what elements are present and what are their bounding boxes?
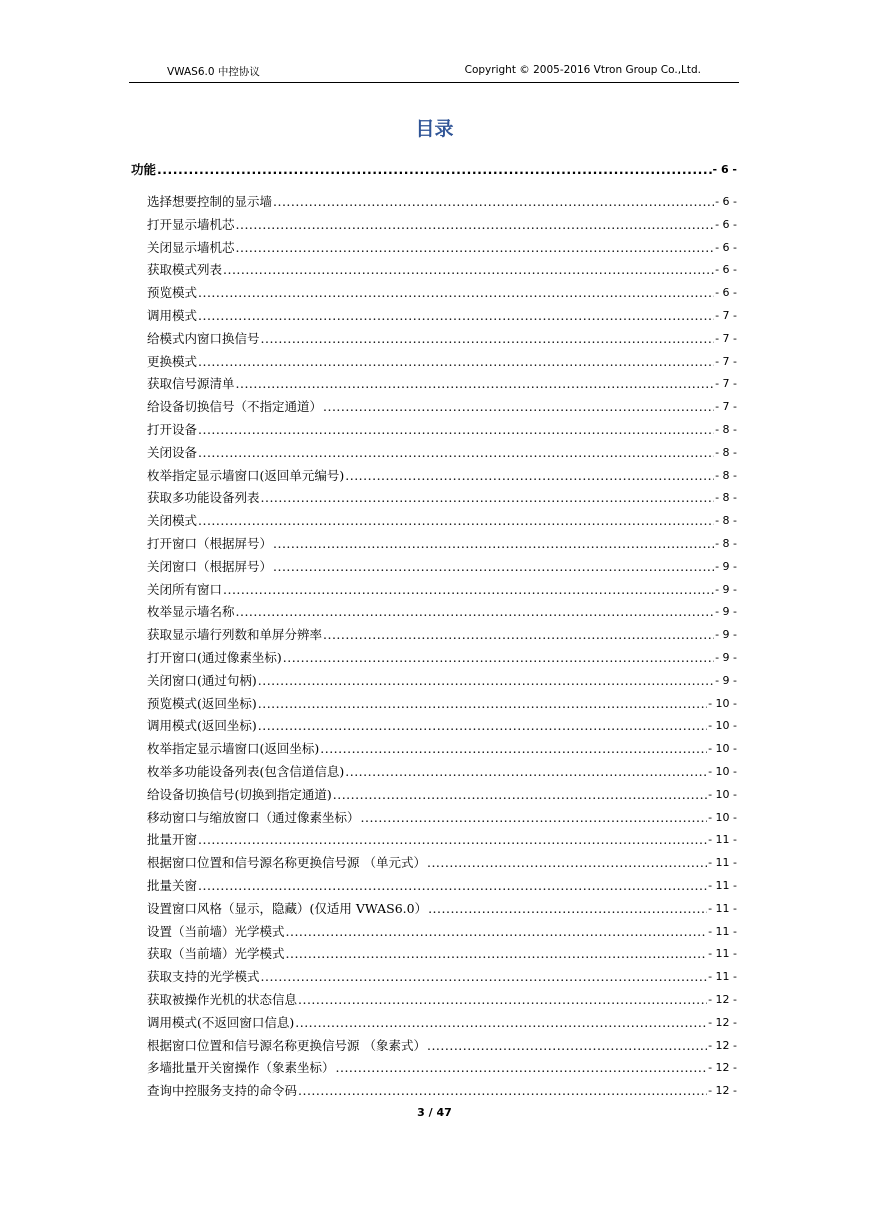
toc-entry-label: 获取（当前墙）光学模式 — [147, 946, 285, 962]
toc-entry[interactable] — [147, 444, 737, 462]
toc-entry-page: - 10 - — [708, 742, 737, 756]
toc-entry-page: - 8 - — [715, 514, 737, 528]
toc-entry-label: 枚举指定显示墙窗口(返回单元编号) — [147, 467, 345, 483]
toc-entry[interactable] — [147, 717, 737, 735]
header-copyright: Copyright © 2005-2016 Vtron Group Co.,Ltd. — [464, 64, 701, 76]
toc-entry[interactable] — [147, 239, 737, 257]
toc-entry-page: - 7 - — [715, 400, 737, 414]
toc-section-entry[interactable] — [131, 161, 737, 179]
toc-entry-label: 给设备切换信号(切换到指定通道) — [147, 786, 332, 802]
toc-entry-page: - 7 - — [715, 331, 737, 345]
toc-entry-page: - 6 - — [715, 195, 737, 208]
dot-leader — [236, 239, 715, 257]
toc-entry-page: - 12 - — [708, 1015, 737, 1029]
toc-entry-page: - 11 - — [708, 924, 737, 938]
toc-entry[interactable] — [147, 991, 737, 1009]
toc-entry-page: - 8 - — [715, 423, 737, 436]
toc-entry[interactable] — [147, 398, 737, 416]
toc-entry-page: - 12 - — [708, 993, 737, 1006]
toc-entry[interactable] — [147, 581, 737, 599]
toc-title: 目录 — [415, 118, 454, 140]
dot-leader — [298, 1082, 707, 1100]
toc-entry-page: - 9 - — [715, 651, 737, 664]
toc-entry[interactable] — [147, 421, 737, 439]
toc-entry-page: - 9 - — [715, 559, 737, 573]
toc-entry[interactable] — [147, 672, 737, 690]
toc-entry-label: 批量开窗 — [147, 832, 198, 848]
dot-leader — [323, 398, 714, 416]
dot-leader — [157, 161, 712, 179]
toc-entry[interactable] — [147, 307, 737, 325]
toc-entry-page: - 6 - — [715, 286, 737, 300]
page-header — [129, 62, 739, 83]
toc-entry[interactable] — [147, 467, 737, 485]
toc-entry-page: - 10 - — [708, 765, 737, 778]
toc-entry[interactable] — [147, 261, 737, 279]
toc-entry-label: 设置窗口风格（显示，隐藏）(仅适用 VWAS6.0） — [147, 900, 428, 916]
toc-section-page: - 6 - — [712, 163, 737, 176]
toc-entry-label: 打开显示墙机芯 — [147, 216, 235, 232]
toc-entry-page: - 12 - — [708, 1061, 737, 1075]
toc-entry[interactable] — [147, 216, 737, 234]
toc-entry[interactable] — [147, 375, 737, 393]
toc-entry-label: 关闭设备 — [147, 444, 198, 460]
toc-entry-label: 查询中控服务支持的命令码 — [147, 1083, 298, 1099]
toc-entry-page: - 10 - — [708, 719, 737, 733]
toc-entry[interactable] — [147, 512, 737, 530]
toc-entry-page: - 12 - — [708, 1084, 737, 1098]
dot-leader — [286, 945, 708, 963]
toc-entry[interactable] — [147, 535, 737, 553]
toc-entry-page: - 6 - — [715, 217, 737, 231]
toc-entry-page: - 10 - — [708, 810, 737, 824]
toc-entry-page: - 6 - — [715, 240, 737, 254]
dot-leader — [198, 831, 707, 849]
toc-entry[interactable] — [147, 945, 737, 963]
dot-leader — [223, 261, 714, 279]
dot-leader — [258, 672, 714, 690]
dot-leader — [345, 467, 714, 485]
toc-entry[interactable] — [147, 831, 737, 849]
toc-entry[interactable] — [147, 786, 737, 804]
toc-entry-label: 更换模式 — [147, 353, 198, 369]
toc-entry-page: - 10 - — [708, 787, 737, 801]
toc-entry-page: - 9 - — [715, 628, 737, 642]
toc-entry-label: 获取模式列表 — [147, 262, 223, 278]
toc-entry-page: - 9 - — [715, 582, 737, 596]
toc-entry[interactable] — [147, 1037, 737, 1055]
toc-entry-label: 预览模式(返回坐标) — [147, 695, 257, 711]
dot-leader — [320, 740, 707, 758]
toc-entry-page: - 12 - — [708, 1038, 737, 1052]
dot-leader — [283, 649, 714, 667]
dot-leader — [428, 900, 707, 918]
dot-leader — [361, 809, 708, 827]
toc-entry[interactable] — [147, 740, 737, 758]
toc-entry-label: 调用模式 — [147, 308, 198, 323]
dot-leader — [333, 786, 707, 804]
toc-entry-label: 预览模式 — [147, 285, 198, 301]
toc-entry-page: - 10 - — [708, 696, 737, 710]
toc-entry-label: 关闭窗口（根据屏号） — [147, 558, 273, 574]
toc-entry[interactable] — [147, 1059, 737, 1077]
page-number: 3 / 47 — [417, 1106, 452, 1119]
dot-leader — [261, 489, 715, 507]
dot-leader — [198, 877, 707, 895]
dot-leader — [198, 307, 714, 325]
toc-entry-label: 关闭显示墙机芯 — [147, 239, 235, 255]
toc-entry-page: - 11 - — [708, 833, 737, 847]
toc-entry[interactable] — [147, 968, 737, 986]
dot-leader — [261, 330, 715, 348]
toc-entry[interactable] — [147, 489, 737, 507]
toc-entry-page: - 8 - — [715, 537, 737, 550]
toc-entry[interactable] — [147, 193, 737, 211]
toc-entry[interactable] — [147, 558, 737, 576]
dot-leader — [236, 216, 715, 234]
toc-entry-page: - 8 - — [715, 445, 737, 459]
toc-entry[interactable] — [147, 649, 737, 667]
toc-entry-label: 获取多功能设备列表 — [147, 490, 260, 506]
toc-entry[interactable] — [147, 854, 737, 872]
dot-leader — [427, 854, 707, 872]
dot-leader — [198, 512, 714, 530]
toc-entry-page: - 8 - — [715, 468, 737, 482]
toc-entry-label: 枚举指定显示墙窗口(返回坐标) — [147, 741, 320, 757]
toc-entry-page: - 11 - — [708, 879, 737, 892]
toc-entry-label: 根据窗口位置和信号源名称更换信号源 （象素式） — [147, 1037, 426, 1053]
toc-entry[interactable] — [147, 353, 737, 371]
toc-entry[interactable] — [147, 900, 737, 918]
toc-entry-label: 获取信号源清单 — [147, 376, 235, 392]
toc-entry-label: 关闭窗口(通过句柄) — [147, 672, 257, 688]
toc-entry[interactable] — [147, 626, 737, 644]
toc-entry[interactable] — [147, 284, 737, 302]
dot-leader — [258, 717, 707, 735]
toc-entry-label: 调用模式(返回坐标) — [147, 718, 257, 734]
toc-entry-label: 关闭模式 — [147, 513, 198, 529]
toc-entry-label: 打开窗口（根据屏号） — [147, 536, 273, 551]
toc-entry[interactable] — [147, 763, 737, 781]
dot-leader — [286, 923, 708, 941]
dot-leader — [295, 1014, 707, 1032]
toc-entry-label: 打开设备 — [147, 422, 198, 437]
dot-leader — [223, 581, 714, 599]
toc-entry-page: - 7 - — [715, 354, 737, 368]
toc-entry-page: - 7 - — [715, 309, 737, 322]
toc-entry-label: 批量关窗 — [147, 878, 198, 893]
dot-leader — [336, 1059, 708, 1077]
toc-entry[interactable] — [147, 809, 737, 827]
toc-entry-label: 调用模式(不返回窗口信息) — [147, 1014, 295, 1030]
toc-entry-page: - 11 - — [708, 901, 737, 915]
dot-leader — [345, 763, 707, 781]
toc-entry-page: - 8 - — [715, 491, 737, 505]
toc-entry-label: 选择想要控制的显示墙 — [147, 194, 273, 209]
toc-entry-label: 关闭所有窗口 — [147, 581, 223, 597]
toc-entry[interactable] — [147, 923, 737, 941]
toc-entry-label: 给模式内窗口换信号 — [147, 330, 260, 346]
dot-leader — [198, 284, 714, 302]
toc-entry-page: - 6 - — [715, 263, 737, 277]
dot-leader — [273, 535, 714, 553]
dot-leader — [236, 603, 715, 621]
toc-entry-page: - 11 - — [708, 970, 737, 984]
dot-leader — [236, 375, 715, 393]
toc-entry-label: 根据窗口位置和信号源名称更换信号源 （单元式） — [147, 855, 426, 871]
toc-entry[interactable] — [147, 1082, 737, 1100]
toc-entry[interactable] — [147, 877, 737, 895]
toc-entry-page: - 11 - — [708, 856, 737, 870]
dot-leader — [298, 991, 707, 1009]
toc-entry-label: 给设备切换信号（不指定通道） — [147, 399, 323, 415]
toc-entry[interactable] — [147, 695, 737, 713]
dot-leader — [261, 968, 708, 986]
toc-entry-page: - 11 - — [708, 947, 737, 961]
toc-entry-label: 设置（当前墙）光学模式 — [147, 923, 285, 939]
toc-entry-label: 移动窗口与缩放窗口（通过像素坐标） — [147, 809, 360, 825]
dot-leader — [258, 695, 707, 713]
toc-entry-label: 获取被操作光机的状态信息 — [147, 992, 298, 1007]
toc-entry-page: - 7 - — [715, 377, 737, 391]
toc-entry[interactable] — [147, 330, 737, 348]
dot-leader — [198, 353, 714, 371]
toc-entry-label: 获取显示墙行列数和单屏分辨率 — [147, 627, 323, 643]
toc-entry-label: 枚举显示墙名称 — [147, 604, 235, 620]
dot-leader — [427, 1037, 707, 1055]
dot-leader — [198, 421, 714, 439]
dot-leader — [273, 558, 714, 576]
toc-entry-label: 获取支持的光学模式 — [147, 969, 260, 985]
toc-section-label: 功能 — [131, 162, 157, 177]
toc-entry-label: 枚举多功能设备列表(包含信道信息) — [147, 764, 345, 779]
toc-entry-page: - 9 - — [715, 605, 737, 619]
dot-leader — [198, 444, 714, 462]
toc-entry-label: 打开窗口(通过像素坐标) — [147, 650, 282, 665]
header-document-title: VWAS6.0 中控协议 — [167, 66, 260, 78]
toc-entry-page: - 9 - — [715, 673, 737, 687]
dot-leader — [273, 193, 714, 211]
toc-entry[interactable] — [147, 1014, 737, 1032]
toc-entry-label: 多墙批量开关窗操作（象素坐标） — [147, 1060, 335, 1076]
dot-leader — [323, 626, 714, 644]
toc-entry[interactable] — [147, 603, 737, 621]
